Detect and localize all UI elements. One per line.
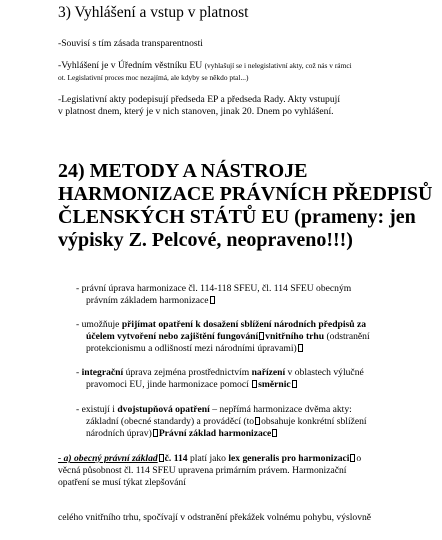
bullet-2-prefix: - umožňuje	[76, 319, 122, 330]
missing-glyph-icon	[153, 429, 158, 437]
paragraph-2-small-note: (vyhlašují se i nelegislativní akty, což nás v rámci	[204, 61, 352, 70]
bullet-1-text: právním základem harmonizace	[86, 295, 209, 306]
bullet-2-line-3	[86, 343, 304, 355]
bullet-4-suffix: – nepřímá harmonizace dvěma akty:	[209, 404, 352, 415]
para-a-line-1	[58, 453, 361, 465]
bullet-2-bold-2: účelem vytvoření nebo zajištění fungování	[86, 331, 259, 342]
bullet-4-prefix: - existují i	[76, 404, 118, 415]
paragraph-2-text: -Vyhlášení je v Úředním věstníku EU	[58, 60, 203, 71]
para-a-tail: o	[356, 453, 362, 464]
bullet-3-line-2	[86, 379, 298, 391]
section-3-paragraph-3-line-1: -Legislativní akty podepisují předseda EP a předseda Rady. Akty vstupují	[58, 94, 340, 105]
bullet-3-bold-2: nařízení	[251, 367, 286, 378]
section-3-heading: 3) Vyhlášení a vstup v platnost	[58, 4, 249, 21]
para-a-text: platí jako	[187, 453, 229, 464]
missing-glyph-icon	[159, 454, 164, 462]
missing-glyph-icon	[350, 454, 355, 462]
section-24-title-line-2: HARMONIZACE PRÁVNÍCH PŘEDPISŮ	[58, 183, 433, 205]
section-3-paragraph-3-line-2: v platnost dnem, který je v nich stanoven, jinak 20. Dnem po vyhlášení.	[58, 106, 334, 117]
para-a-label: - a) obecný právní základ	[58, 453, 158, 464]
bullet-2-suffix: (odstranění	[324, 331, 370, 342]
bullet-3-bold-3: směrnic	[258, 379, 291, 390]
missing-glyph-icon	[272, 429, 277, 437]
section-3-paragraph-2-line-1	[58, 60, 352, 72]
bullet-3-mid: úprava zejména prostřednictvím	[123, 367, 252, 378]
para-a-lex: lex generalis pro harmonizaci	[228, 453, 350, 464]
bullet-4-bold: dvojstupňová opatření	[117, 404, 210, 415]
bullet-3-suffix: v oblastech výlučné	[285, 367, 364, 378]
bullet-4-text-3: národních úprav)	[86, 428, 152, 439]
bullet-3-line-1	[76, 367, 364, 379]
para-a-line-2: věcná působnost čl. 114 SFEU upravena primárním právem. Harmonizační	[58, 465, 347, 476]
missing-glyph-icon	[252, 380, 257, 388]
section-24-title-line-4: výpisky Z. Pelcové, neopraveno!!!)	[58, 229, 353, 251]
bullet-4-bold-2: Právní základ harmonizace	[158, 428, 272, 439]
bullet-3-bold-1: integrační	[81, 367, 124, 378]
bullet-1-line-2	[86, 295, 216, 307]
bullet-2-line-1	[76, 319, 366, 331]
bullet-1-line-1: - právní úprava harmonizace čl. 114-118 SFEU, čl. 114 SFEU obecným	[76, 283, 352, 294]
para-a-article: č. 114	[164, 453, 188, 464]
missing-glyph-icon	[255, 417, 260, 425]
section-3-paragraph-1: -Souvisí s tím zásada transparentnosti	[58, 38, 203, 49]
section-3-paragraph-2-line-2: ot. Legislativní proces moc nezajímá, ale kdyby se někdo ptal...)	[58, 73, 249, 82]
bullet-2-bold-3: vnitřního trhu	[265, 331, 325, 342]
bullet-4-text-2b: obsahuje konkrétní sblížení	[261, 416, 367, 427]
bullet-4-text-2: základní (obecné standardy) a prováděcí (to	[86, 416, 255, 427]
missing-glyph-icon	[292, 380, 297, 388]
bullet-3-prefix: -	[76, 367, 82, 378]
missing-glyph-icon	[298, 344, 303, 352]
bullet-3-text-2: pravomoci EU, jinde harmonizace pomocí	[86, 379, 252, 390]
section-24-title-line-1: 24) METODY A NÁSTROJE	[58, 160, 308, 182]
missing-glyph-icon	[210, 296, 215, 304]
bullet-4-line-3	[86, 428, 278, 440]
bullet-2-text-3: protekcionismu a odlišností mezi národními úpravami)	[86, 343, 297, 354]
bullet-4-line-1	[76, 404, 352, 416]
section-24-title-line-3: ČLENSKÝCH STÁTŮ EU (prameny: jen	[58, 206, 416, 228]
bullet-4-line-2	[86, 416, 367, 428]
bullet-2-line-2	[86, 331, 370, 343]
para-a-line-4: celého vnitřního trhu, spočívají v odstranění překážek volnému pohybu, výslovně	[58, 512, 372, 523]
bullet-2-bold-1: přijímat opatření k dosažení sblížení národních předpisů za	[121, 319, 367, 330]
missing-glyph-icon	[259, 332, 264, 340]
para-a-line-3: opatření se musí týkat zlepšování	[58, 477, 186, 488]
